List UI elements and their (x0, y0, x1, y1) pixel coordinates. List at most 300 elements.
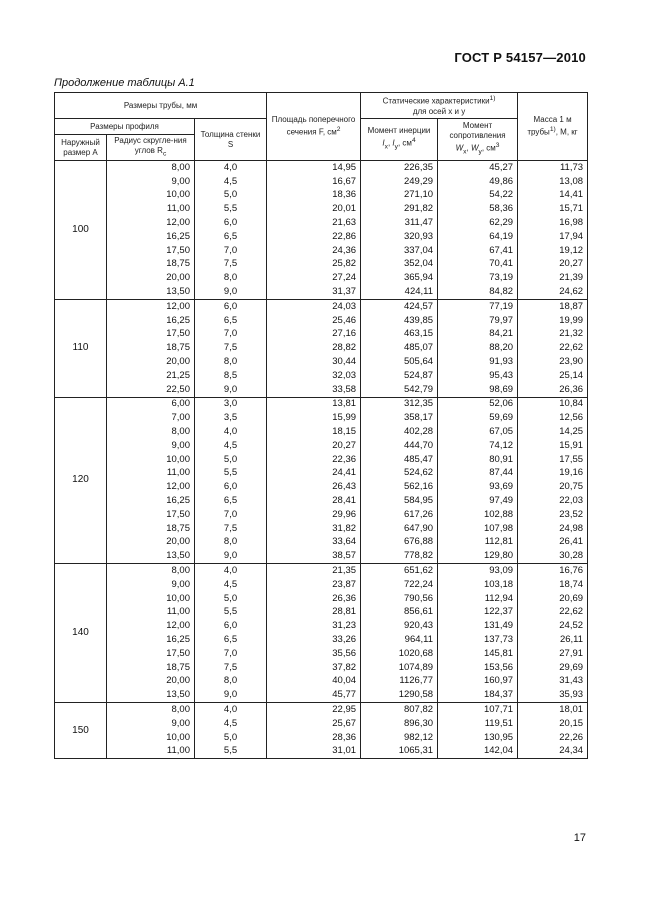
mass-cell: 29,69 (518, 661, 588, 675)
mass-cell: 20,69 (518, 592, 588, 606)
table-row (55, 480, 588, 494)
moment-resistance-cell: 160,97 (438, 674, 518, 688)
wall-cell: 6,0 (195, 216, 267, 230)
wall-cell: 9,0 (195, 549, 267, 563)
radius-cell: 7,00 (107, 411, 195, 425)
moment-resistance-cell: 54,22 (438, 189, 518, 203)
mass-cell: 14,25 (518, 425, 588, 439)
moment-inertia-cell: 1065,31 (361, 744, 438, 758)
table-row (55, 314, 588, 328)
radius-cell: 10,00 (107, 189, 195, 203)
wall-cell: 7,5 (195, 258, 267, 272)
moment-resistance-cell: 77,19 (438, 299, 518, 313)
area-cell: 33,26 (267, 633, 361, 647)
wall-cell: 7,0 (195, 508, 267, 522)
radius-cell: 8,00 (107, 161, 195, 175)
moment-resistance-cell: 102,88 (438, 508, 518, 522)
area-cell: 24,41 (267, 467, 361, 481)
table-row (55, 592, 588, 606)
wall-cell: 7,0 (195, 244, 267, 258)
mass-cell: 26,36 (518, 383, 588, 397)
header-radius: Радиус скругле-ния углов $R_с$ (107, 135, 195, 161)
moment-inertia-cell: 722,24 (361, 578, 438, 592)
radius-cell: 16,25 (107, 494, 195, 508)
moment-resistance-cell: 67,41 (438, 244, 518, 258)
radius-cell: 22,50 (107, 383, 195, 397)
mass-cell: 18,87 (518, 299, 588, 313)
outer-size-cell: 120 (55, 397, 107, 564)
moment-inertia-cell: 524,87 (361, 369, 438, 383)
area-cell: 26,36 (267, 592, 361, 606)
document-code: ГОСТ Р 54157—2010 (454, 50, 586, 65)
radius-cell: 12,00 (107, 216, 195, 230)
wall-cell: 8,0 (195, 536, 267, 550)
area-cell: 25,46 (267, 314, 361, 328)
area-cell: 28,41 (267, 494, 361, 508)
wall-cell: 5,5 (195, 744, 267, 758)
wall-cell: 6,5 (195, 494, 267, 508)
moment-inertia-cell: 337,04 (361, 244, 438, 258)
table-row (55, 328, 588, 342)
radius-cell: 10,00 (107, 731, 195, 745)
moment-inertia-cell: 485,47 (361, 453, 438, 467)
table-row (55, 383, 588, 397)
table-row (55, 425, 588, 439)
table-row (55, 564, 588, 578)
header-area: Площадь поперечного сечения F, $см^2$ (267, 93, 361, 161)
table-row (55, 674, 588, 688)
wall-cell: 8,0 (195, 271, 267, 285)
moment-inertia-cell: 311,47 (361, 216, 438, 230)
mass-cell: 18,01 (518, 703, 588, 717)
mass-cell: 26,41 (518, 536, 588, 550)
radius-cell: 16,25 (107, 314, 195, 328)
radius-cell: 12,00 (107, 619, 195, 633)
radius-cell: 18,75 (107, 341, 195, 355)
moment-inertia-cell: 358,17 (361, 411, 438, 425)
mass-cell: 22,26 (518, 731, 588, 745)
pipe-properties-table (54, 92, 588, 759)
mass-cell: 31,43 (518, 674, 588, 688)
moment-inertia-cell: 584,95 (361, 494, 438, 508)
area-cell: 21,63 (267, 216, 361, 230)
table-row (55, 397, 588, 411)
table-row (55, 731, 588, 745)
mass-cell: 22,62 (518, 606, 588, 620)
mass-cell: 16,98 (518, 216, 588, 230)
moment-resistance-cell: 49,86 (438, 175, 518, 189)
wall-cell: 7,5 (195, 341, 267, 355)
outer-size-cell: 100 (55, 161, 107, 300)
mass-cell: 22,62 (518, 341, 588, 355)
radius-cell: 20,00 (107, 355, 195, 369)
moment-inertia-cell: 790,56 (361, 592, 438, 606)
mass-cell: 21,32 (518, 328, 588, 342)
moment-inertia-cell: 1126,77 (361, 674, 438, 688)
moment-resistance-cell: 137,73 (438, 633, 518, 647)
radius-cell: 11,00 (107, 744, 195, 758)
moment-resistance-cell: 119,51 (438, 717, 518, 731)
moment-inertia-cell: 505,64 (361, 355, 438, 369)
wall-cell: 7,0 (195, 328, 267, 342)
area-cell: 40,04 (267, 674, 361, 688)
mass-cell: 14,41 (518, 189, 588, 203)
radius-cell: 17,50 (107, 647, 195, 661)
moment-resistance-cell: 59,69 (438, 411, 518, 425)
moment-inertia-cell: 424,57 (361, 299, 438, 313)
area-cell: 32,03 (267, 369, 361, 383)
mass-cell: 19,99 (518, 314, 588, 328)
radius-cell: 8,00 (107, 425, 195, 439)
page-number: 17 (573, 832, 586, 844)
table-row (55, 355, 588, 369)
moment-resistance-cell: 70,41 (438, 258, 518, 272)
radius-cell: 21,25 (107, 369, 195, 383)
radius-cell: 17,50 (107, 328, 195, 342)
radius-cell: 11,00 (107, 202, 195, 216)
radius-cell: 12,00 (107, 480, 195, 494)
header-pipe-sizes: Размеры трубы, мм (55, 93, 267, 119)
radius-cell: 16,25 (107, 633, 195, 647)
area-cell: 30,44 (267, 355, 361, 369)
moment-resistance-cell: 107,98 (438, 522, 518, 536)
mass-cell: 10,84 (518, 397, 588, 411)
area-cell: 31,01 (267, 744, 361, 758)
table-row (55, 661, 588, 675)
moment-resistance-cell: 74,12 (438, 439, 518, 453)
moment-resistance-cell: 45,27 (438, 161, 518, 175)
moment-inertia-cell: 778,82 (361, 549, 438, 563)
mass-cell: 19,12 (518, 244, 588, 258)
outer-size-cell: 110 (55, 299, 107, 397)
radius-cell: 9,00 (107, 175, 195, 189)
radius-cell: 20,00 (107, 536, 195, 550)
radius-cell: 9,00 (107, 578, 195, 592)
area-cell: 23,87 (267, 578, 361, 592)
mass-cell: 13,08 (518, 175, 588, 189)
wall-cell: 4,5 (195, 175, 267, 189)
header-profile-sizes: Размеры профиля (55, 119, 195, 135)
moment-inertia-cell: 463,15 (361, 328, 438, 342)
mass-cell: 23,90 (518, 355, 588, 369)
moment-resistance-cell: 97,49 (438, 494, 518, 508)
table-row (55, 244, 588, 258)
moment-inertia-cell: 312,35 (361, 397, 438, 411)
table-row (55, 744, 588, 758)
moment-inertia-cell: 402,28 (361, 425, 438, 439)
moment-resistance-cell: 84,82 (438, 285, 518, 299)
mass-cell: 23,52 (518, 508, 588, 522)
area-cell: 33,64 (267, 536, 361, 550)
moment-resistance-cell: 145,81 (438, 647, 518, 661)
mass-cell: 21,39 (518, 271, 588, 285)
area-cell: 22,95 (267, 703, 361, 717)
moment-inertia-cell: 896,30 (361, 717, 438, 731)
radius-cell: 11,00 (107, 606, 195, 620)
wall-cell: 6,5 (195, 633, 267, 647)
wall-cell: 4,0 (195, 564, 267, 578)
area-cell: 28,36 (267, 731, 361, 745)
moment-resistance-cell: 184,37 (438, 688, 518, 702)
moment-resistance-cell: 64,19 (438, 230, 518, 244)
moment-resistance-cell: 67,05 (438, 425, 518, 439)
moment-inertia-cell: 1074,89 (361, 661, 438, 675)
moment-resistance-cell: 112,81 (438, 536, 518, 550)
mass-cell: 30,28 (518, 549, 588, 563)
area-cell: 25,82 (267, 258, 361, 272)
table-row (55, 411, 588, 425)
area-cell: 24,03 (267, 299, 361, 313)
outer-size-cell: 140 (55, 564, 107, 703)
moment-inertia-cell: 524,62 (361, 467, 438, 481)
header-mass: Масса 1 м трубы$^{1)}$, M, кг (518, 93, 588, 161)
moment-inertia-cell: 651,62 (361, 564, 438, 578)
area-cell: 25,67 (267, 717, 361, 731)
radius-cell: 10,00 (107, 453, 195, 467)
radius-cell: 18,75 (107, 258, 195, 272)
table-row (55, 619, 588, 633)
moment-inertia-cell: 676,88 (361, 536, 438, 550)
radius-cell: 6,00 (107, 397, 195, 411)
area-cell: 31,37 (267, 285, 361, 299)
table-row (55, 647, 588, 661)
table-row (55, 175, 588, 189)
moment-inertia-cell: 856,61 (361, 606, 438, 620)
table-row (55, 522, 588, 536)
area-cell: 35,56 (267, 647, 361, 661)
wall-cell: 6,0 (195, 480, 267, 494)
radius-cell: 20,00 (107, 674, 195, 688)
area-cell: 31,23 (267, 619, 361, 633)
table-row (55, 285, 588, 299)
header-wall: Толщина стенки S (195, 119, 267, 161)
wall-cell: 3,5 (195, 411, 267, 425)
header-static: Статические характеристики$^{1)}$ для осей x и y (361, 93, 518, 119)
mass-cell: 26,11 (518, 633, 588, 647)
mass-cell: 17,55 (518, 453, 588, 467)
area-cell: 24,36 (267, 244, 361, 258)
wall-cell: 5,5 (195, 202, 267, 216)
moment-resistance-cell: 93,09 (438, 564, 518, 578)
moment-inertia-cell: 485,07 (361, 341, 438, 355)
mass-cell: 15,91 (518, 439, 588, 453)
wall-cell: 9,0 (195, 688, 267, 702)
wall-cell: 8,0 (195, 674, 267, 688)
mass-cell: 25,14 (518, 369, 588, 383)
table-row (55, 161, 588, 175)
moment-resistance-cell: 131,49 (438, 619, 518, 633)
moment-inertia-cell: 1020,68 (361, 647, 438, 661)
radius-cell: 11,00 (107, 467, 195, 481)
table-row (55, 549, 588, 563)
wall-cell: 4,5 (195, 439, 267, 453)
radius-cell: 18,75 (107, 522, 195, 536)
radius-cell: 17,50 (107, 508, 195, 522)
table-row (55, 202, 588, 216)
mass-cell: 20,27 (518, 258, 588, 272)
moment-inertia-cell: 439,85 (361, 314, 438, 328)
mass-cell: 19,16 (518, 467, 588, 481)
area-cell: 29,96 (267, 508, 361, 522)
mass-cell: 17,94 (518, 230, 588, 244)
table-body (55, 161, 588, 759)
radius-cell: 18,75 (107, 661, 195, 675)
wall-cell: 4,0 (195, 703, 267, 717)
wall-cell: 3,0 (195, 397, 267, 411)
moment-resistance-cell: 103,18 (438, 578, 518, 592)
outer-size-cell: 150 (55, 703, 107, 759)
moment-inertia-cell: 271,10 (361, 189, 438, 203)
wall-cell: 5,0 (195, 453, 267, 467)
mass-cell: 11,73 (518, 161, 588, 175)
wall-cell: 5,0 (195, 592, 267, 606)
mass-cell: 15,71 (518, 202, 588, 216)
area-cell: 18,36 (267, 189, 361, 203)
table-row (55, 453, 588, 467)
moment-inertia-cell: 982,12 (361, 731, 438, 745)
wall-cell: 9,0 (195, 383, 267, 397)
moment-inertia-cell: 249,29 (361, 175, 438, 189)
table-row (55, 688, 588, 702)
moment-resistance-cell: 112,94 (438, 592, 518, 606)
moment-inertia-cell: 320,93 (361, 230, 438, 244)
table-row (55, 439, 588, 453)
table-row (55, 536, 588, 550)
radius-cell: 10,00 (107, 592, 195, 606)
table-row (55, 633, 588, 647)
mass-cell: 16,76 (518, 564, 588, 578)
wall-cell: 6,0 (195, 619, 267, 633)
wall-cell: 4,0 (195, 425, 267, 439)
wall-cell: 4,5 (195, 717, 267, 731)
table-row (55, 189, 588, 203)
moment-resistance-cell: 52,06 (438, 397, 518, 411)
moment-inertia-cell: 424,11 (361, 285, 438, 299)
radius-cell: 8,00 (107, 703, 195, 717)
area-cell: 26,43 (267, 480, 361, 494)
area-cell: 15,99 (267, 411, 361, 425)
area-cell: 20,01 (267, 202, 361, 216)
mass-cell: 24,52 (518, 619, 588, 633)
area-cell: 27,16 (267, 328, 361, 342)
moment-inertia-cell: 542,79 (361, 383, 438, 397)
radius-cell: 12,00 (107, 299, 195, 313)
moment-inertia-cell: 562,16 (361, 480, 438, 494)
mass-cell: 24,34 (518, 744, 588, 758)
wall-cell: 8,5 (195, 369, 267, 383)
radius-cell: 16,25 (107, 230, 195, 244)
moment-inertia-cell: 807,82 (361, 703, 438, 717)
area-cell: 18,15 (267, 425, 361, 439)
area-cell: 13,81 (267, 397, 361, 411)
moment-resistance-cell: 107,71 (438, 703, 518, 717)
header-moment-inertia: Момент инерции $I_x$, $I_y$, $см^4$ (361, 119, 438, 161)
moment-inertia-cell: 352,04 (361, 258, 438, 272)
table-row (55, 508, 588, 522)
area-cell: 28,81 (267, 606, 361, 620)
wall-cell: 4,5 (195, 578, 267, 592)
mass-cell: 12,56 (518, 411, 588, 425)
wall-cell: 6,0 (195, 299, 267, 313)
radius-cell: 17,50 (107, 244, 195, 258)
moment-resistance-cell: 129,80 (438, 549, 518, 563)
table-row (55, 299, 588, 313)
radius-cell: 13,50 (107, 549, 195, 563)
area-cell: 37,82 (267, 661, 361, 675)
moment-resistance-cell: 84,21 (438, 328, 518, 342)
area-cell: 45,77 (267, 688, 361, 702)
area-cell: 33,58 (267, 383, 361, 397)
mass-cell: 18,74 (518, 578, 588, 592)
radius-cell: 9,00 (107, 439, 195, 453)
moment-inertia-cell: 226,35 (361, 161, 438, 175)
wall-cell: 4,0 (195, 161, 267, 175)
wall-cell: 7,5 (195, 661, 267, 675)
wall-cell: 5,0 (195, 189, 267, 203)
mass-cell: 35,93 (518, 688, 588, 702)
header-outer-size: Наружный размер А (55, 135, 107, 161)
area-cell: 21,35 (267, 564, 361, 578)
table-row (55, 494, 588, 508)
moment-inertia-cell: 617,26 (361, 508, 438, 522)
moment-inertia-cell: 444,70 (361, 439, 438, 453)
moment-resistance-cell: 80,91 (438, 453, 518, 467)
moment-resistance-cell: 122,37 (438, 606, 518, 620)
radius-cell: 20,00 (107, 271, 195, 285)
moment-inertia-cell: 964,11 (361, 633, 438, 647)
mass-cell: 24,62 (518, 285, 588, 299)
area-cell: 20,27 (267, 439, 361, 453)
wall-cell: 9,0 (195, 285, 267, 299)
table-row (55, 369, 588, 383)
radius-cell: 13,50 (107, 688, 195, 702)
moment-resistance-cell: 98,69 (438, 383, 518, 397)
wall-cell: 5,5 (195, 606, 267, 620)
area-cell: 38,57 (267, 549, 361, 563)
table-row (55, 271, 588, 285)
table-row (55, 467, 588, 481)
wall-cell: 7,5 (195, 522, 267, 536)
table-row (55, 717, 588, 731)
mass-cell: 27,91 (518, 647, 588, 661)
area-cell: 27,24 (267, 271, 361, 285)
wall-cell: 6,5 (195, 230, 267, 244)
moment-inertia-cell: 1290,58 (361, 688, 438, 702)
moment-resistance-cell: 79,97 (438, 314, 518, 328)
moment-resistance-cell: 142,04 (438, 744, 518, 758)
moment-resistance-cell: 153,56 (438, 661, 518, 675)
wall-cell: 6,5 (195, 314, 267, 328)
area-cell: 28,82 (267, 341, 361, 355)
table-row (55, 230, 588, 244)
table-caption: Продолжение таблицы А.1 (54, 77, 195, 89)
radius-cell: 9,00 (107, 717, 195, 731)
moment-inertia-cell: 365,94 (361, 271, 438, 285)
moment-resistance-cell: 58,36 (438, 202, 518, 216)
wall-cell: 8,0 (195, 355, 267, 369)
wall-cell: 5,5 (195, 467, 267, 481)
moment-resistance-cell: 95,43 (438, 369, 518, 383)
area-cell: 31,82 (267, 522, 361, 536)
mass-cell: 22,03 (518, 494, 588, 508)
table-row (55, 703, 588, 717)
radius-cell: 13,50 (107, 285, 195, 299)
moment-resistance-cell: 130,95 (438, 731, 518, 745)
radius-cell: 8,00 (107, 564, 195, 578)
moment-resistance-cell: 88,20 (438, 341, 518, 355)
mass-cell: 20,75 (518, 480, 588, 494)
moment-inertia-cell: 647,90 (361, 522, 438, 536)
